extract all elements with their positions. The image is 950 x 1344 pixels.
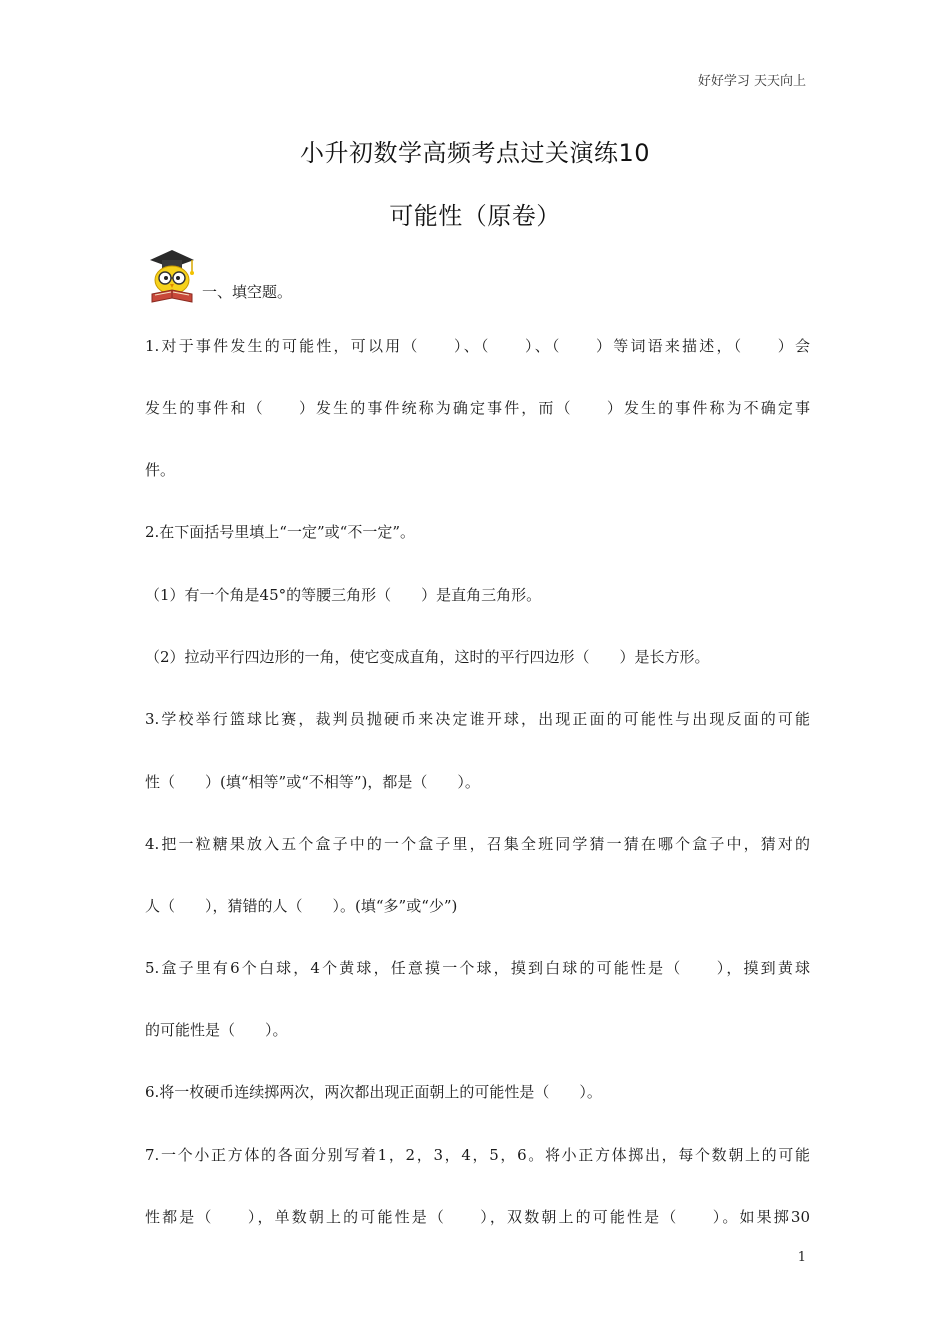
page-title: 小升初数学高频考点过关演练10 [299, 139, 651, 167]
section-label: 一、填空题。 [202, 283, 293, 301]
question-5-line-1: 5.盒子里有6个白球，4个黄球，任意摸一个球，摸到白球的可能性是（ ），摸到黄球 [145, 959, 810, 977]
section-heading [142, 244, 292, 304]
question-6: 6.将一枚硬币连续掷两次，两次都出现正面朝上的可能性是（ ）。 [145, 1083, 602, 1101]
scholar-owl-icon [142, 246, 198, 304]
question-7-line-1: 7.一个小正方体的各面分别写着1，2，3，4，5，6。将小正方体掷出，每个数朝上的可能 [145, 1146, 810, 1164]
question-3-line-2: 性（ ）(填“相等”或“不相等”)，都是（ ）。 [145, 773, 480, 791]
question-7-line-2: 性都是（ ），单数朝上的可能性是（ ），双数朝上的可能性是（ ）。如果掷30 [145, 1208, 810, 1226]
question-2: 2.在下面括号里填上“一定”或“不一定”。 [145, 523, 415, 541]
question-2-part-2: （2）拉动平行四边形的一角，使它变成直角，这时的平行四边形（ ）是长方形。 [145, 648, 710, 666]
page-number: 1 [797, 1250, 806, 1265]
page-subtitle: 可能性（原卷） [389, 202, 561, 230]
question-1-line-2: 发生的事件和（ ）发生的事件统称为确定事件，而（ ）发生的事件称为不确定事 [145, 399, 810, 417]
question-1-line-3: 件。 [145, 461, 176, 479]
question-3-line-1: 3.学校举行篮球比赛，裁判员抛硬币来决定谁开球，出现正面的可能性与出现反面的可能 [145, 710, 810, 728]
header-slogan: 好好学习 天天向上 [697, 74, 806, 89]
question-4-line-2: 人（ ），猜错的人（ ）。(填“多”或“少”) [145, 897, 458, 915]
question-4-line-1: 4.把一粒糖果放入五个盒子中的一个盒子里，召集全班同学猜一猜在哪个盒子中，猜对的 [145, 835, 810, 853]
question-5-line-2: 的可能性是（ ）。 [145, 1021, 288, 1039]
question-2-part-1: （1）有一个角是45°的等腰三角形（ ）是直角三角形。 [145, 586, 542, 604]
question-1-line-1: 1.对于事件发生的可能性，可以用（ ）、（ ）、（ ）等词语来描述，（ ）会 [145, 337, 810, 355]
